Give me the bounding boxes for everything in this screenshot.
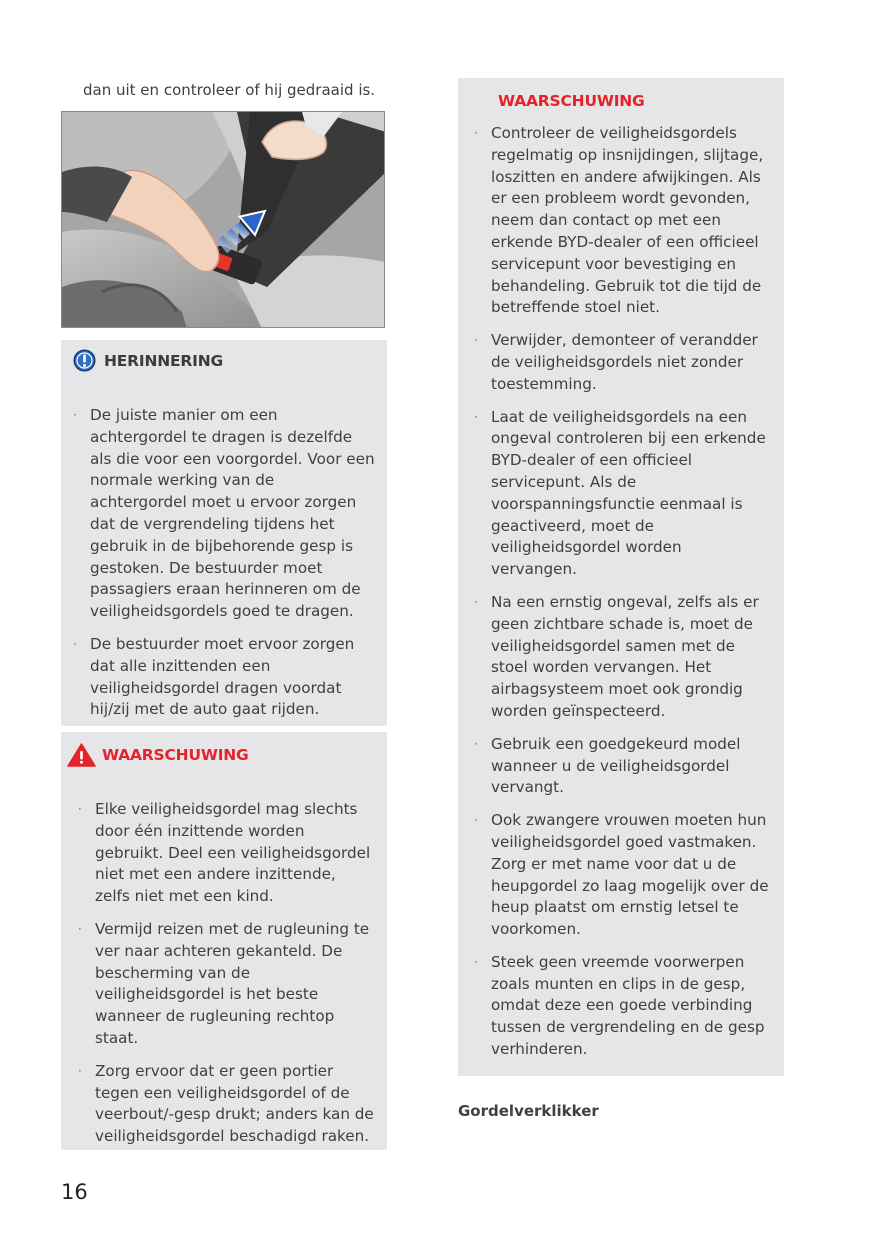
- list-item: · De juiste manier om een achtergordel te dragen is dezelfde als die voor een voorgordel. Voor een normale werking van de achtergordel moet u ervoor zorgen dat de vergrendeling tijdens het gebruik in de bijbehorende gesp is gestoken. De bestuurder moet passagiers eraan herinneren om de veiligheidsgordels goed te dragen.: [73, 405, 375, 623]
- list-item: · Laat de veiligheidsgordels na een ongeval controleren bij een erkende BYD-dealer of een officieel servicepunt. Als de voorspanningsfunctie eenmaal is geactiveerd, moet de veiligheidsgordel worden vervangen.: [474, 407, 772, 581]
- reminder-title: HERINNERING: [104, 351, 223, 370]
- intro-text: dan uit en controleer of hij gedraaid is.: [83, 81, 376, 99]
- warning-title-left: WAARSCHUWING: [102, 746, 249, 764]
- warning-header-left: [67, 743, 375, 767]
- warning-box-right: [458, 78, 784, 1076]
- reminder-box: [61, 340, 387, 726]
- list-item: · Zorg ervoor dat er geen portier tegen een veiligheidsgordel of de veerbout/-gesp drukt; anders kan de veiligheidsgordel beschadigd raken.: [78, 1061, 375, 1148]
- list-item: · Elke veiligheidsgordel mag slechts door één inzittende worden gebruikt. Deel een veiligheidsgordel niet met een andere inzittende, zelfs niet met een kind.: [78, 799, 375, 908]
- reminder-header: [73, 349, 375, 372]
- warning-header-right: [474, 92, 772, 110]
- warning-triangle-icon: [67, 743, 96, 767]
- list-item: · Ook zwangere vrouwen moeten hun veiligheidsgordel goed vastmaken. Zorg er met name voor dat u de heupgordel zo laag mogelijk over de heup plaatst om ernstig letsel te voorkomen.: [474, 810, 772, 941]
- warning-box-left: [61, 732, 387, 1150]
- warning-list-right: [474, 123, 772, 1061]
- section-heading: Gordelverklikker: [458, 1102, 599, 1120]
- warning-list-left: [67, 799, 375, 1148]
- info-exclamation-icon: [73, 349, 96, 372]
- list-item: · Steek geen vreemde voorwerpen zoals munten en clips in de gesp, omdat deze een goede verbinding tussen de vergrendeling en de gesp verhinderen.: [474, 952, 772, 1061]
- page-number: 16: [61, 1180, 88, 1204]
- list-item: · Verwijder, demonteer of verandder de veiligheidsgordels niet zonder toestemming.: [474, 330, 772, 395]
- reminder-list: [73, 405, 375, 721]
- list-item: · De bestuurder moet ervoor zorgen dat alle inzittenden een veiligheidsgordel dragen voordat hij/zij met de auto gaat rijden.: [73, 634, 375, 721]
- seatbelt-buckle-illustration: [61, 111, 385, 328]
- list-item: · Gebruik een goedgekeurd model wanneer u de veiligheidsgordel vervangt.: [474, 734, 772, 799]
- list-item: · Controleer de veiligheidsgordels regelmatig op insnijdingen, slijtage, loszitten en andere afwijkingen. Als er een probleem wordt gevonden, neem dan contact op met een erkende BYD-dealer of een officieel servicepunt voor bevestiging en behandeling. Gebruik tot die tijd de betreffende stoel niet.: [474, 123, 772, 319]
- list-item: · Na een ernstig ongeval, zelfs als er geen zichtbare schade is, moet de veiligheidsgordel samen met de stoel worden vervangen. Het airbagsysteem moet ook grondig worden geïnspecteerd.: [474, 592, 772, 723]
- list-item: · Vermijd reizen met de rugleuning te ver naar achteren gekanteld. De bescherming van de veiligheidsgordel is het beste wanneer de rugleuning rechtop staat.: [78, 919, 375, 1050]
- warning-title-right: WAARSCHUWING: [498, 92, 645, 110]
